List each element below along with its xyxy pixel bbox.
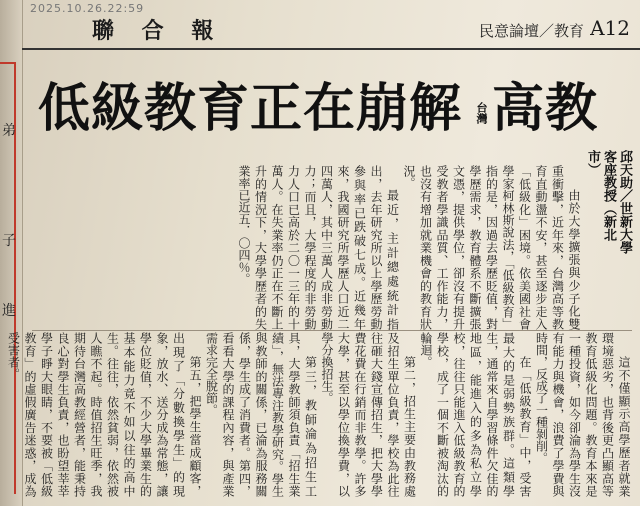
masthead: 聯 合 報 bbox=[92, 18, 224, 44]
article-paragraph: 最近，主計總處統計指出，去年研究所以上學歷勞動參與率已跌破七成。近幾年來，我國研究所學歷人口近二四萬人，其中三萬人成非勞動力；而且，大學程度的非勞動力人口已高於二〇一三年的十萬人。在失業率仍正在不斷上升的情況下，大學學歷者的失業率已近五．〇四％。 bbox=[237, 165, 400, 330]
edge-char: 子 bbox=[2, 233, 16, 249]
article-paragraph: 第五，把學生當成顧客，出現了「分數換學生」的現象，放水、送分成為常態，讓學位貶值，不少大學畢業生的基本能力竟不如以往的高中生。往往，依然貧弱，依然被人瞧不起。時值招生旺季，我期待台灣高教經營者，能秉持良心對學生負責，也盼望莘莘學子睜大眼睛，不要被「低級教育」的虛假廣告迷惑，成為受害者。 bbox=[6, 332, 202, 497]
headline-tag: 台灣 bbox=[475, 101, 489, 124]
edge-char: 弟 bbox=[2, 123, 16, 139]
byline: 邱天助／世新大學客座教授（新北市） bbox=[585, 150, 632, 254]
section-label: 民意論壇／教育 bbox=[478, 22, 584, 40]
article-body-top bbox=[32, 165, 582, 330]
column-divider bbox=[32, 330, 632, 331]
header-rule bbox=[22, 48, 640, 50]
headline-part-2: 高教 bbox=[492, 78, 599, 139]
headline-part-1: 低級教育正在崩解 bbox=[38, 78, 463, 139]
article-body-bottom bbox=[6, 332, 632, 497]
article-paragraph: 在「低級教育」中，受害最大的是弱勢族群。這類學生，通常來自學習條件欠佳的地區，能進入的多為私立學校，往往只能進入低級教育的學校，成了一個不斷被淘汰的輪迴。 bbox=[419, 332, 532, 497]
headline bbox=[38, 62, 599, 156]
article-paragraph: 由於大學擴張與少子化雙重衝擊，近年來，台灣高等教育直動盪不安，甚至逐步走入「低級化」困境。依美國社會學家柯林斯說法，「低級教育」指的是，因過去學歷貶值，對學歷需求，教育體系不斷擴張文憑，提供學位，卻沒有提升受教者學識品質、工作能力，也沒有增加就業機會的教育狀況。 bbox=[402, 165, 581, 330]
page-header bbox=[22, 0, 640, 48]
article-paragraph: 第二，招生主要由教務處及招生單位負責，學校為此往往砸大錢宣傳招生，把大學學費花費在行銷而非教學。許多大學，甚至以學位換學費，以學分換招生。 bbox=[320, 332, 417, 497]
photo-timestamp: 2025.10.26.22:59 bbox=[30, 2, 145, 15]
page-number: A12 bbox=[590, 16, 630, 40]
article-paragraph: 這不僅顯示高學歷者就業環境惡劣，也背後更凸顯高等教育低級化問題。教育本來是一種投資，如今卻淪為學生沒有能力與機會，浪費了學費與時間，反成了一種剝削。 bbox=[534, 332, 631, 497]
article-paragraph: 第三，教師淪為招生工具，大學教師須負責「招生業績」，無法專注教學研究。學生與教師的關係，已淪為服務關係，學生成了消費者。第四，看看大學的課程內容，與產業需求完全脫節。 bbox=[204, 332, 318, 497]
edge-char: 進 bbox=[2, 303, 16, 319]
